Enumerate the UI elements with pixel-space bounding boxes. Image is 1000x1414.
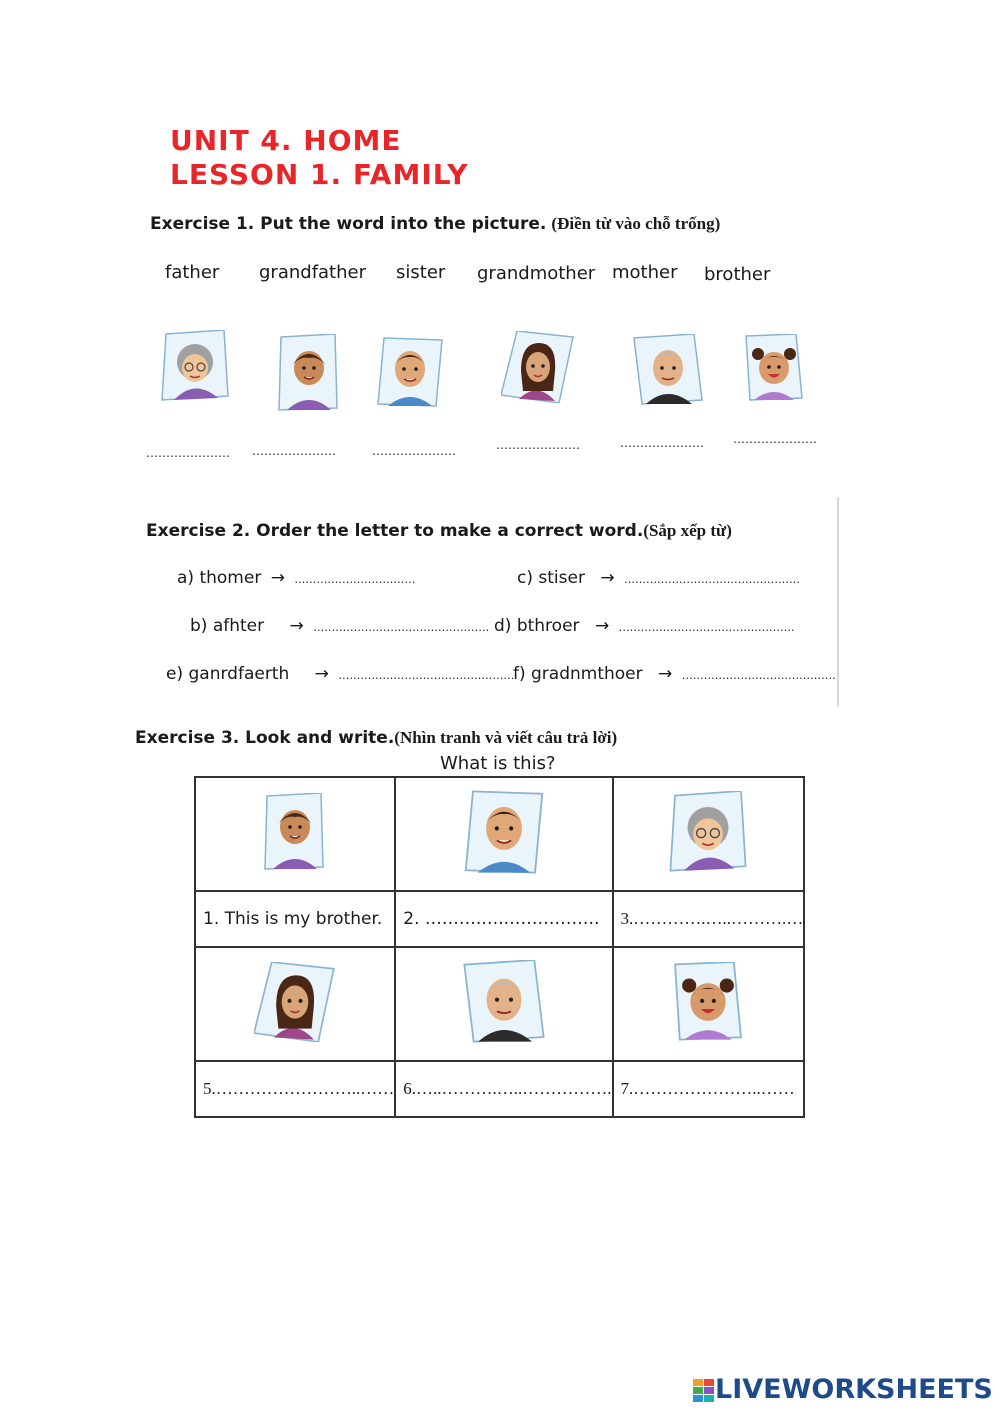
answer-cell-6[interactable]: 6.…..……….…..…………….: [395, 1061, 612, 1117]
picture-man: [458, 789, 550, 879]
answer-c-blank[interactable]: …………………………………………: [624, 573, 800, 586]
answer-f-blank[interactable]: ……………………………………: [681, 669, 836, 682]
arrow-icon: →: [289, 616, 304, 636]
arrow-icon: →: [594, 616, 610, 636]
word-grandfather[interactable]: grandfather: [259, 262, 366, 283]
word-brother[interactable]: brother: [704, 264, 771, 285]
question-c: [517, 568, 800, 588]
liveworksheets-logo-icon: [693, 1377, 715, 1403]
word-father[interactable]: father: [165, 262, 220, 283]
answer-cell-2[interactable]: 2. ……….…..…………….: [395, 891, 612, 947]
question-e-label: e) ganrdfaerth: [166, 664, 290, 684]
liveworksheets-logo: [693, 1374, 993, 1405]
picture-man: [376, 336, 444, 412]
question-b: [190, 616, 489, 636]
answer-cell-1: 1. This is my brother.: [195, 891, 395, 947]
picture-woman: [501, 331, 575, 407]
question-b-label: b) afhter: [190, 616, 265, 636]
question-f-label: f) gradnmthoer: [513, 664, 643, 684]
picture-woman: [254, 962, 336, 1046]
answer-cell-5[interactable]: 5.……………………..……: [195, 1061, 395, 1117]
picture-boy: [277, 334, 341, 416]
brand-name: LIVEWORKSHEETS: [715, 1374, 993, 1405]
picture-grandmother: [160, 330, 230, 406]
blank-6[interactable]: …………………: [733, 432, 817, 446]
picture-girl: [744, 334, 804, 406]
word-grandmother[interactable]: grandmother: [477, 263, 596, 284]
exercise3-title: Exercise 3. Look and write.: [135, 728, 395, 748]
picture-grandfather: [460, 960, 548, 1048]
table-picture-cell: [195, 777, 395, 891]
picture-boy: [263, 793, 327, 875]
exercise3-question: What is this?: [440, 753, 556, 774]
margin-divider: [837, 497, 839, 707]
table-picture-cell: [395, 947, 612, 1061]
question-c-label: c) stiser: [517, 568, 585, 588]
exercise1-title: Exercise 1. Put the word into the picture.: [150, 214, 547, 234]
exercise1-subtitle: (Điền từ vào chỗ trống): [551, 214, 721, 233]
answer-cell-7[interactable]: 7.…………………..……: [613, 1061, 805, 1117]
unit-title: UNIT 4. HOME: [170, 124, 402, 157]
table-picture-cell: [613, 777, 805, 891]
arrow-icon: →: [658, 664, 673, 684]
blank-2[interactable]: …………………: [252, 444, 336, 458]
exercise3-subtitle: (Nhìn tranh và viết câu trả lời): [394, 728, 618, 747]
table-picture-cell: [395, 777, 612, 891]
table-picture-cell: [195, 947, 395, 1061]
arrow-icon: →: [270, 568, 285, 588]
arrow-icon: →: [314, 664, 329, 684]
blank-1[interactable]: …………………: [146, 446, 230, 460]
answer-b-blank[interactable]: …………………………………………: [313, 621, 490, 634]
answer-d-blank[interactable]: …………………………………………: [618, 621, 795, 634]
exercise3-heading: [135, 728, 617, 748]
question-d: [494, 616, 795, 636]
answer-e-blank[interactable]: …………………………………………: [338, 669, 515, 682]
lesson-title: LESSON 1. FAMILY: [170, 158, 469, 191]
blank-4[interactable]: …………………: [496, 438, 580, 452]
exercise3-table: [194, 776, 805, 1118]
picture-grandfather: [632, 334, 704, 410]
question-d-label: d) bthroer: [494, 616, 580, 636]
word-sister[interactable]: sister: [396, 262, 446, 283]
answer-a-blank[interactable]: ……………………………: [294, 573, 416, 586]
exercise1-heading: [150, 214, 720, 234]
answer-cell-3[interactable]: 3.………….…..……….…: [613, 891, 805, 947]
exercise2-title: Exercise 2. Order the letter to make a correct word.: [146, 521, 644, 541]
question-f: [513, 664, 836, 684]
blank-5[interactable]: …………………: [620, 436, 704, 450]
question-a-label: a) thomer: [177, 568, 262, 588]
word-mother[interactable]: mother: [612, 262, 678, 283]
question-a: [177, 568, 415, 588]
table-picture-cell: [613, 947, 805, 1061]
exercise2-subtitle: (Sắp xếp từ): [643, 521, 732, 540]
blank-3[interactable]: …………………: [372, 444, 456, 458]
picture-girl: [669, 962, 747, 1046]
arrow-icon: →: [600, 568, 615, 588]
question-e: [166, 664, 514, 684]
picture-grandmother: [666, 791, 750, 877]
exercise2-heading: [146, 521, 732, 541]
